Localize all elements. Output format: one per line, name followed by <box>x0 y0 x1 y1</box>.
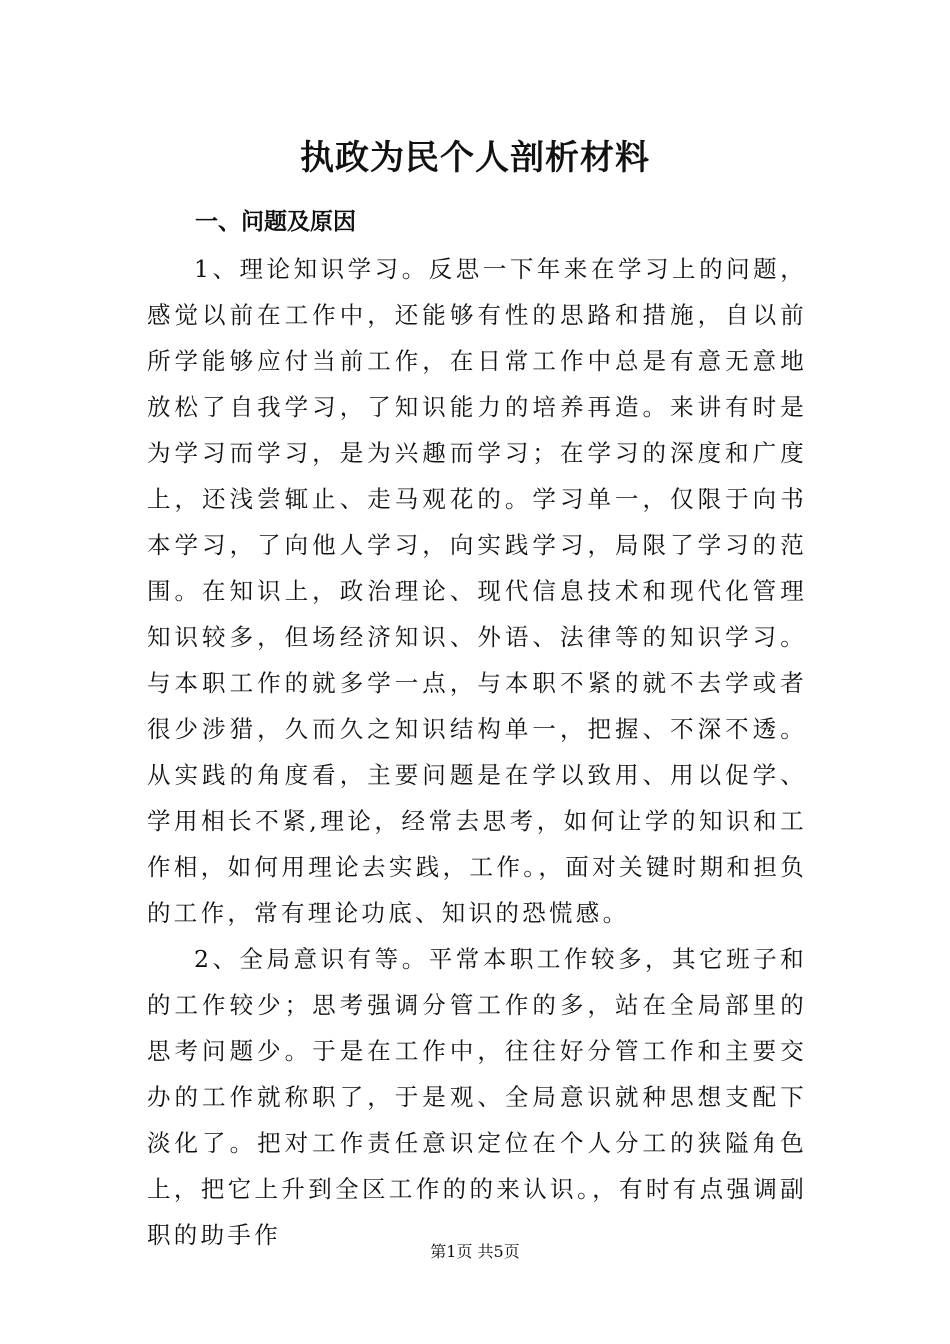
section-heading: 一、问题及原因 <box>195 209 356 235</box>
paragraph-2: 2、全局意识有等。平常本职工作较多，其它班子和的工作较少；思考强调分管工作的多，站在全局部里的思考问题少。于是在工作中，往往好分管工作和主要交办的工作就称职了，于是观、全局意识就种思想支配下淡化了。把对工作责任意识定位在个人分工的狭隘角色上，把它上升到全区工作的的来认识。，有时有点强调副职的助手作 <box>147 945 807 1249</box>
document-title: 执政为民个人剖析材料 <box>300 138 650 178</box>
paragraph-1: 1、理论知识学习。反思一下年来在学习上的问题，感觉以前在工作中，还能够有性的思路和措施，自以前所学能够应付当前工作，在日常工作中总是有意无意地放松了自我学习，了知识能力的培养再造。来讲有时是为学习而学习，是为兴趣而学习；在学习的深度和广度上，还浅尝辄止、走马观花的。学习单一，仅限于向书本学习，了向他人学习，向实践学习，局限了学习的范围。在知识上，政治理论、现代信息技术和现代化管理知识较多，但场经济知识、外语、法律等的知识学习。与本职工作的就多学一点，与本职不紧的就不去学或者很少涉猎，久而久之知识结构单一，把握、不深不透。从实践的角度看，主要问题是在学以致用、用以促学、学用相长不紧,理论，经常去思考，如何让学的知识和工作相，如何用理论去实践，工作。，面对关键时期和担负的工作，常有理论功底、知识的恐慌感。 <box>147 255 807 927</box>
document-body <box>147 246 807 1258</box>
page-footer: 第1页 共5页 <box>430 1242 520 1261</box>
